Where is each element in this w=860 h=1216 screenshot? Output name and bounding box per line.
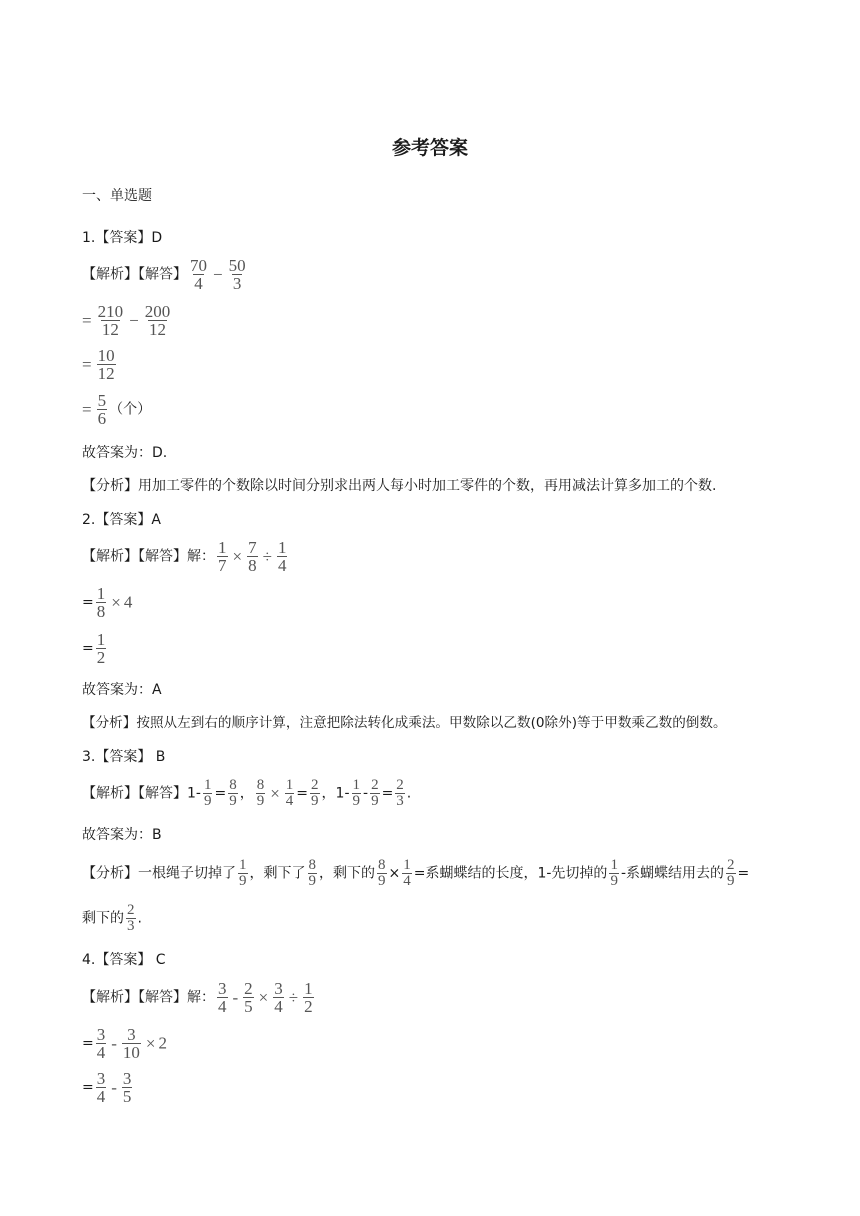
fraction: $\frac{3}{4}$ xyxy=(96,1069,106,1106)
fraction: $\frac{3}{4}$ xyxy=(274,979,283,1016)
fraction: $\frac{3}{5}$ xyxy=(122,1069,132,1106)
q3-analysis-line1: 【分析】一根绳子切掉了 $\frac{1}{9}$ ，剩下了 $\frac{8}{9}$ ，剩下的 $\frac{8}{9}$ × $\frac{1}{4}$ =系蝴蝶结的长度，1-先切掉的 $\frac{1}{9}$ -系蝴蝶结用去的 $\frac{2}{9}$ = xyxy=(82,857,750,889)
fraction: $\frac{2}{3}$ xyxy=(127,902,135,934)
fraction: $\frac{1}{9}$ xyxy=(239,857,247,889)
q3-conclusion: 故答案为：B xyxy=(82,827,162,843)
fraction: $\frac{3}{4}$ xyxy=(218,979,227,1016)
q1-label: 【解析】【解答】 xyxy=(82,266,187,283)
fraction: $\frac{1}{7}$ xyxy=(218,538,227,575)
fraction: $\frac{200}{12}$ xyxy=(144,302,171,339)
fraction: $\frac{2}{5}$ xyxy=(244,979,253,1016)
page-title: 参考答案 xyxy=(391,137,468,159)
fraction: $\frac{7}{8}$ xyxy=(248,538,257,575)
fraction: $\frac{8}{9}$ xyxy=(229,777,237,809)
q4-step1: = $\frac{3}{4}$ - $\frac{3}{10}$ × 2 xyxy=(82,1025,167,1062)
fraction: $\frac{8}{9}$ xyxy=(256,777,265,809)
fraction: $\frac{1}{4}$ xyxy=(285,777,294,809)
fraction: $\frac{1}{4}$ xyxy=(277,538,287,575)
q2-conclusion: 故答案为：A xyxy=(82,682,162,698)
fraction: $\frac{8}{9}$ xyxy=(308,857,316,889)
fraction: $\frac{50}{3}$ xyxy=(228,256,246,293)
q2-analysis: 【分析】按照从左到右的顺序计算，注意把除法转化成乘法。甲数除以乙数(0除外)等于甲数乘乙数的倒数。 xyxy=(82,715,727,731)
q4-answer: 4.【答案】 C xyxy=(82,952,166,968)
fraction: $\frac{70}{4}$ xyxy=(190,256,207,293)
fraction: $\frac{2}{9}$ xyxy=(371,777,379,809)
section-heading: 一、单选题 xyxy=(82,188,152,204)
fraction: $\frac{210}{12}$ xyxy=(97,302,124,339)
fraction: $\frac{3}{4}$ xyxy=(96,1025,106,1062)
fraction: $\frac{1}{2}$ xyxy=(96,630,106,667)
fraction: $\frac{1}{9}$ xyxy=(610,857,618,889)
q1-step3: = $\frac{5}{6}$ （个） xyxy=(82,391,152,428)
q1-analysis: 【分析】用加工零件的个数除以时间分别求出两人每小时加工零件的个数，再用减法计算多加工的个数. xyxy=(82,478,717,494)
q4-solution-line: 【解析】【解答】解： $\frac{3}{4}$ - $\frac{2}{5}$ × $\frac{3}{4}$ ÷ $\frac{1}{2}$ xyxy=(82,979,313,1016)
q1-step2: = $\frac{10}{12}$ xyxy=(82,346,115,383)
q4-step2: = $\frac{3}{4}$ - $\frac{3}{5}$ xyxy=(82,1069,132,1106)
q1-step1: = $\frac{210}{12}$ − $\frac{200}{12}$ xyxy=(82,302,171,339)
q2-step2: = $\frac{1}{2}$ xyxy=(82,630,106,667)
q3-analysis-line2: 剩下的 $\frac{2}{3}$ . xyxy=(82,902,142,934)
fraction: $\frac{1}{2}$ xyxy=(304,979,313,1016)
q1-conclusion: 故答案为：D. xyxy=(82,445,168,461)
fraction: $\frac{3}{10}$ xyxy=(122,1025,140,1062)
q2-answer: 2.【答案】A xyxy=(82,512,161,528)
q2-step1: = $\frac{1}{8}$ × 4 xyxy=(82,584,133,621)
q1-answer: 1.【答案】D xyxy=(82,230,163,246)
fraction: $\frac{1}{9}$ xyxy=(203,777,212,809)
fraction: $\frac{10}{12}$ xyxy=(97,346,115,383)
fraction: $\frac{2}{3}$ xyxy=(396,777,404,809)
fraction: $\frac{8}{9}$ xyxy=(378,857,386,889)
q3-solution-line: 【解析】【解答】1- $\frac{1}{9}$ = $\frac{8}{9}$ ， $\frac{8}{9}$ × $\frac{1}{4}$ = $\frac{2}{9}$ ，1- $\frac{1}{9}$ - $\frac{2}{9}$ = $\frac{2}{3}$ . xyxy=(82,777,412,809)
fraction: $\frac{2}{9}$ xyxy=(311,777,319,809)
fraction: $\frac{1}{4}$ xyxy=(403,857,411,889)
fraction: $\frac{2}{9}$ xyxy=(727,857,735,889)
q3-answer: 3.【答案】 B xyxy=(82,749,166,765)
fraction: $\frac{1}{9}$ xyxy=(352,777,360,809)
fraction: $\frac{5}{6}$ xyxy=(97,391,107,428)
q1-solution-line: 【解析】【解答】 $\frac{70}{4}$ − $\frac{50}{3}$ xyxy=(82,256,246,293)
fraction: $\frac{1}{8}$ xyxy=(96,584,106,621)
q2-solution-line: 【解析】【解答】解： $\frac{1}{7}$ × $\frac{7}{8}$ ÷ $\frac{1}{4}$ xyxy=(82,538,287,575)
